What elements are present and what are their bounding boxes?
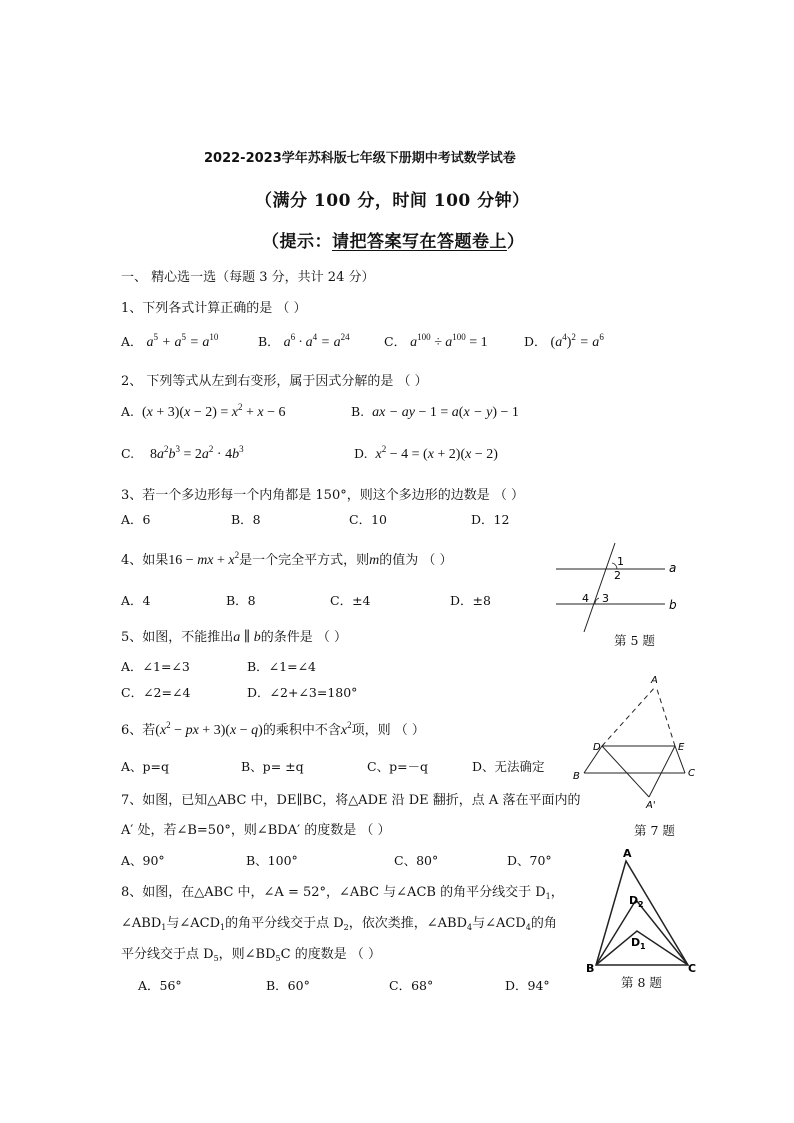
q2-label-c: C. — [121, 446, 135, 461]
q8-option-c: C．68° — [389, 978, 434, 993]
q6-option-d: D、无法确定 — [472, 759, 545, 774]
q7-segment-ea-prime — [649, 746, 675, 797]
q5-stem-post: 的条件是 （ ） — [260, 630, 348, 645]
q8-line-1 — [121, 881, 564, 900]
q8-line-3-c: C 的度数是 （ ） — [280, 947, 381, 962]
q3-stem: 3、若一个多边形每一个内角都是 150°，则这个多边形的边数是 （ ） — [121, 488, 524, 503]
q1-label-d: D． — [524, 334, 547, 349]
section-heading: 一、 精心选一选（每题 3 分，共计 24 分） — [121, 270, 375, 285]
q8-line-3-b: ，则∠BD — [218, 947, 276, 962]
q5-label-b: b — [669, 598, 677, 612]
q6-stem — [121, 719, 425, 739]
q6-stem-mid: 的乘积中不含 — [262, 723, 341, 738]
q7-option-b: B、100° — [246, 853, 298, 868]
q8-line-2-sub-e: 4 — [525, 923, 531, 932]
q2-label-a: A. — [121, 404, 135, 419]
q1-label-c: C． — [384, 334, 407, 349]
q4-option-b: B．8 — [226, 593, 256, 608]
q8-figure — [580, 845, 700, 975]
q4-option-a: A．4 — [121, 593, 151, 608]
q7-option-d: D、70° — [507, 853, 552, 868]
q5-option-c: C．∠2=∠4 — [121, 685, 191, 700]
q8-label-d1: D — [631, 936, 641, 949]
exam-hint — [262, 227, 525, 252]
q2-expr-b: ax − ay − 1 = a(x − y) − 1 — [372, 405, 519, 420]
q8-option-a: A．56° — [138, 978, 182, 993]
q7-segment-da-prime — [602, 746, 649, 797]
q6-option-b: B、p= ±q — [241, 759, 304, 774]
q8-label-c: C — [688, 962, 697, 975]
q2-expr-c: $8a^2b^3 = 2a^2 \cdot 4b^3$ — [150, 444, 244, 462]
q5-option-d: D．∠2+∠3=180° — [247, 685, 358, 700]
q3-option-b: B．8 — [231, 512, 261, 527]
q7-option-c: C、80° — [394, 853, 439, 868]
q3-option-a: A．6 — [121, 512, 151, 527]
q4-option-d: D．±8 — [450, 593, 491, 608]
q8-line-3-sub-a: 5 — [213, 954, 219, 963]
q1-label-b: B． — [258, 334, 280, 349]
hint-prefix: （提示： — [262, 232, 332, 252]
q4-var-m: m — [369, 553, 380, 568]
q7-label-e: E — [678, 742, 685, 753]
q1-expr-a: $a^5 + a^5 = a^{10}$ — [146, 332, 219, 350]
q3-option-d: D．12 — [471, 512, 510, 527]
q6-option-a: A、p=q — [121, 759, 170, 774]
q7-label-a: A — [651, 675, 658, 686]
q8-line-2-sub-b: 1 — [220, 923, 226, 932]
q8-line-2-sub-a: 1 — [161, 923, 167, 932]
q5-option-a: A．∠1=∠3 — [121, 659, 190, 674]
q8-line-2-d: ，依次类推，∠ABD — [348, 916, 468, 931]
q8-line-2-a: ∠ABD — [121, 916, 162, 931]
q8-line-1-b: ， — [550, 885, 564, 900]
q2-label-b: B. — [351, 404, 365, 419]
q4-stem — [121, 549, 453, 569]
q7-line-2: A′ 处，若∠B=50°，则∠BDA′ 的度数是 （ ） — [121, 823, 391, 838]
q4-stem-pre: 4、如果 — [121, 553, 169, 568]
q1-option-b — [258, 332, 350, 351]
q7-label-c: C — [688, 768, 695, 779]
q5-stem-pre: 5、如图，不能推出 — [121, 630, 234, 645]
q2-option-c — [121, 446, 244, 463]
q2-option-d — [354, 446, 498, 463]
hint-body: 请把答案写在答题卷上 — [332, 232, 507, 252]
q2-expr-d: $x^2 - 4 = (x + 2)(x - 2)$ — [375, 444, 498, 462]
q6-term: $x^2$ — [340, 720, 352, 738]
q7-label-d: D — [593, 742, 601, 753]
q2-expr-a: $(x + 3)(x - 2) = x^2 + x - 6$ — [141, 402, 286, 420]
q7-option-a: A、90° — [121, 853, 165, 868]
q5-expr: a ∥ b — [233, 630, 261, 645]
q7-label-b: B — [573, 771, 580, 782]
q4-expr: 16 − mx + $x^2$ — [168, 550, 240, 568]
q6-stem-pre: 6、若 — [121, 723, 156, 738]
q8-line-3-sub-b: 5 — [275, 954, 281, 963]
q5-label-2: 2 — [614, 569, 621, 582]
q8-label-a: A — [623, 847, 632, 860]
q7-label-a-prime: A' — [646, 800, 656, 811]
q6-option-c: C、p=－q — [367, 759, 429, 774]
hint-suffix: ） — [507, 232, 525, 252]
q1-expr-c: $a^{100} \div a^{100} = 1$ — [410, 332, 488, 350]
q1-expr-b: $a^6 \cdot a^4 = a^{24}$ — [283, 332, 350, 350]
exam-title: 2022-2023学年苏科版七年级下册期中考试数学试卷 — [204, 151, 516, 166]
q2-option-a — [121, 404, 286, 421]
q7-dashed-ea — [656, 686, 675, 746]
q7-dashed-da — [602, 686, 656, 746]
q5-stem — [121, 626, 347, 646]
q8-line-3 — [121, 943, 381, 962]
q8-line-2 — [121, 912, 557, 931]
q8-label-d2: D — [629, 894, 639, 907]
q7-line-1: 7、如图，已知△ABC 中，DE∥BC，将△ADE 沿 DE 翻折，点 A 落在平面内的 — [121, 793, 581, 808]
q5-label-4: 4 — [582, 592, 589, 605]
q2-label-d: D. — [354, 446, 368, 461]
q8-line-3-a: 平分线交于点 D — [121, 947, 214, 962]
q4-stem-post: 的值为 （ ） — [379, 553, 453, 568]
q8-line-1-a: 8、如图，在△ABC 中，∠A = 52°，∠ABC 与∠ACB 的角平分线交于 D — [121, 885, 546, 900]
q7-figure — [570, 670, 700, 815]
q1-option-d — [524, 332, 604, 351]
q8-line-2-f: 的角 — [530, 916, 557, 931]
q3-option-c: C．10 — [349, 512, 387, 527]
q1-option-a — [121, 332, 218, 351]
q8-line-2-c: 的角平分线交于点 D — [225, 916, 344, 931]
q8-line-2-sub-d: 4 — [467, 923, 473, 932]
q8-line-1-sub: 1 — [545, 892, 551, 901]
q8-line-2-b: 与∠ACD — [166, 916, 221, 931]
exam-subtitle: （满分 100 分，时间 100 分钟） — [255, 191, 530, 211]
q6-expr: ($x^2$ − px + 3)(x − q) — [155, 720, 263, 738]
q1-label-a: A． — [121, 334, 143, 349]
q8-label-b: B — [586, 962, 595, 975]
q7-caption: 第 7 题 — [634, 823, 675, 838]
q5-label-a: a — [669, 561, 677, 575]
q2-stem: 2、 下列等式从左到右变形，属于因式分解的是 （ ） — [121, 374, 428, 389]
q5-option-b: B．∠1=∠4 — [247, 659, 317, 674]
q8-line-2-sub-c: 2 — [343, 923, 349, 932]
q5-caption: 第 5 题 — [614, 633, 655, 648]
q4-option-c: C．±4 — [330, 593, 371, 608]
q1-option-c — [384, 332, 488, 351]
q5-label-3: 3 — [602, 592, 609, 605]
q8-caption: 第 8 题 — [621, 975, 662, 990]
q5-transversal — [584, 543, 615, 632]
q8-option-b: B．60° — [266, 978, 310, 993]
q8-label-d2-sub: 2 — [638, 900, 644, 909]
q1-stem: 1、下列各式计算正确的是 （ ） — [121, 301, 307, 316]
q8-line-2-e: 与∠ACD — [472, 916, 526, 931]
q1-expr-d: $(a^4)^2 = a^6$ — [550, 332, 604, 350]
q8-label-d1-sub: 1 — [640, 942, 646, 951]
q6-stem-post: 项，则 （ ） — [351, 723, 425, 738]
q2-option-b — [351, 404, 519, 421]
q4-stem-mid: 是一个完全平方式，则 — [239, 553, 370, 568]
q8-option-d: D．94° — [505, 978, 550, 993]
q5-label-1: 1 — [617, 555, 624, 568]
